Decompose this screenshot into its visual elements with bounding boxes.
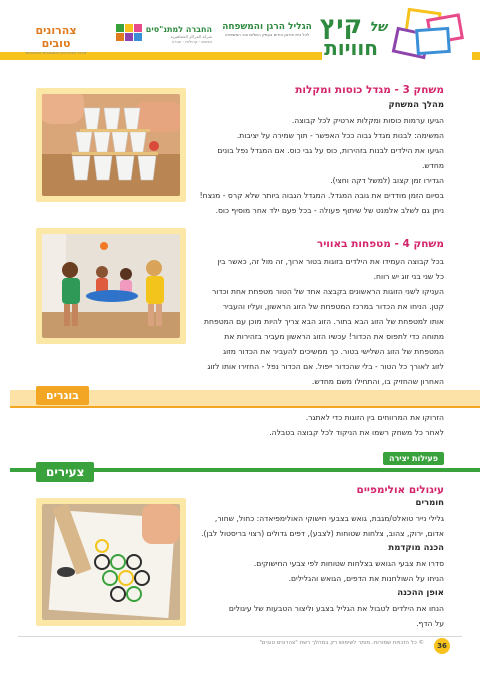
- brand-kaitz: קיץ: [319, 10, 362, 39]
- creative-activity-label: פעילות יצירה: [383, 452, 444, 465]
- materials-title: חומרים: [415, 498, 444, 508]
- game4-title: משחק 4 - מטפחות באוויר: [316, 238, 444, 250]
- game3-title: משחק 3 - מגדל כוסות ומקלות: [295, 84, 444, 96]
- prep-line-2: הניחו על השולחנות את הדפים, הגואש והגלילים.: [288, 574, 444, 583]
- bogrim-label: בוגרים: [36, 386, 89, 405]
- galil-logo: [212, 22, 322, 37]
- handkerchief-game-photo: [36, 228, 186, 344]
- galil-tagline: לכל בית אירגון הורים בעמק השלום ובני המשפחה: [224, 32, 310, 37]
- game3-line-5: בסיום הזמן מודדים את גובה המגדל. המגדל הגבוה ביותר שלא קרס - מנצח!: [199, 191, 444, 200]
- game4-line-9: האחרון שהחזיק בו, והתחילו משם מחדש.: [311, 377, 444, 386]
- game3-line-1: הגיעו ערמות כוסות ומקלות ארטיק לכל קבוצה.: [291, 116, 444, 125]
- brand-shel: של: [369, 20, 387, 35]
- game3-line-3: הגיעו את הילדים לבנות בזהירות, כוס על גבי כוס. אם המגדל נפל בונים מחדש.: [217, 146, 444, 170]
- tzeirim-label: צעירים: [36, 462, 94, 482]
- game4-line-6: מתוחה כדי לתפוס את הכדור! עכשיו הזוג הראשון מעביר בזהירות את: [224, 332, 444, 341]
- prep-title: הכנה מוקדמת: [388, 543, 444, 553]
- game3-subtitle: מהלך המשחק: [388, 100, 444, 110]
- cups-tower-photo: [36, 88, 186, 202]
- cups-tower-illustration: [42, 94, 180, 196]
- how-title: אופן ההכנה: [397, 588, 444, 598]
- page-number: 36: [434, 638, 450, 654]
- brand-cards-icon: [392, 8, 462, 58]
- game4-line-8: לזוג לאורך כל הטור - בלי שהכדור ייפול. אם הכדור נפל - החזירו אותו לזוג: [207, 362, 444, 371]
- kaitz-brand-logo: [319, 6, 472, 64]
- game4-line-4: קטן. הניחו את הכדור במרכז המטפחת של הזוג הראשון, ועליו והעביר: [222, 302, 444, 311]
- materials-line-1: גלילי נייר טואלט/מגבת, גואש בצבעי חישוקי האולימפיאדה: כחול, שחור,: [214, 514, 444, 523]
- olympic-section: [36, 484, 444, 631]
- matnasim-name: החברה למתנ"סים: [145, 24, 212, 34]
- tzaharonim-name: צהרונים טובים: [35, 24, 77, 50]
- page-header: [0, 0, 480, 66]
- tzaharonim-tagline: מרכז הצהרונים והמסגרות החינוכיות: [25, 50, 87, 55]
- game4-line-2: כל שני בני זוג יש רווח.: [373, 272, 444, 281]
- olympic-title: עיגולים אולימפיים: [356, 484, 444, 496]
- materials-line-2: אדום, ירוק, צהוב, צלחות שטוחות (לצבע), דפים גדולים (רצוי בריסטול לבן).: [201, 529, 444, 538]
- kids-playing-illustration: [42, 234, 180, 338]
- bogrim-line-2: לאחר כל משחק רשמו את הניקוד לכל קבוצה בטבלה.: [269, 428, 444, 437]
- game4-line-5: אותו למטפחת של הזוג הבא בתור. הזוג הבא צריך להיות מוכן עם המטפחת: [204, 317, 444, 326]
- game4-section: [196, 238, 444, 389]
- matnasim-arabic: شركة المراكز الجماهيرية: [170, 33, 212, 39]
- brand-havayot: חוויות: [324, 36, 378, 60]
- prep-line-1: סדרו את צבעי הגואש בצלחות שטוחות לפי צבעי החישוקים.: [253, 559, 444, 568]
- tzaharonim-logo: [20, 24, 92, 55]
- game4-line-1: בכל קבוצה העמידו את הילדים בזוגות בטור ארוך, זה מול זה, כאשר בין: [217, 257, 444, 266]
- game4-line-7: המטפחת של הזוג השלישי בטור. כך ממשיכים להעביר את הכדור מזוג: [222, 347, 444, 356]
- footer-copyright: © כל הזכויות שמורות. מותר לשימוש רק במהלך רשת "צהרונים טובים": [259, 640, 424, 646]
- bogrim-section: [36, 410, 444, 440]
- footer-divider: [18, 636, 462, 637]
- game3-line-4: הגדירו זמן קצוב (למשל דקה וחצי).: [330, 176, 444, 185]
- galil-name: הגליל הרגן והמשפחה: [222, 22, 312, 32]
- how-line-2: על הדף.: [416, 619, 444, 628]
- matnasim-logo: [96, 24, 212, 44]
- game3-section: [196, 84, 444, 218]
- game3-line-6: ניתן גם לשלב אלמנט של שיתוף פעולה - בכל פעם ילד אחר מוסיף כוס.: [215, 206, 444, 215]
- matnasim-tagline: אנשים · קהילות · חברה: [171, 38, 212, 44]
- matnasim-mosaic-icon: [116, 24, 142, 44]
- game4-line-3: העניקו לשני הזוגות הראשונים בקבצה אחד של הטור מטפחת אחת וכדור: [211, 287, 444, 296]
- bogrim-line-1: הזרוקו את המרווחים בין הזוגות כדי לאתגר.: [305, 413, 444, 422]
- game3-line-2: המשימה: לבנות מגדל גבוה ככל האפשר - תוך שמירה על יציבות.: [236, 131, 444, 140]
- how-line-1: הנחו את הילדים לטבול את הגליל בצבע וליצור הטבעות של עיגולים: [228, 604, 444, 613]
